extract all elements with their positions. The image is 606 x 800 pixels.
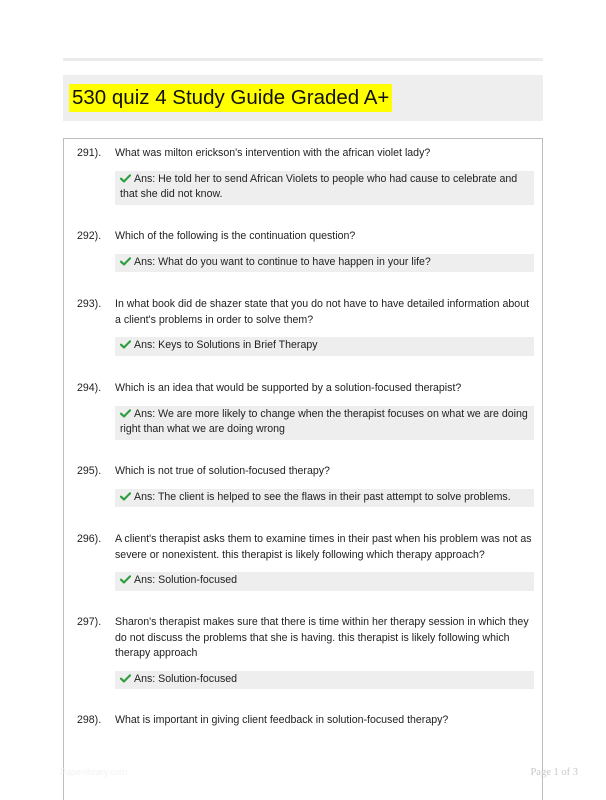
question-text: Sharon's therapist makes sure that there is time within her therapy session in which they do not discuss the problems that she is having. this therapist is likely following which therapy approach: [115, 616, 529, 659]
question-item: [64, 146, 543, 205]
check-icon: [120, 409, 131, 418]
answer-text: Ans: The client is helped to see the flaws in their past attempt to solve problems.: [134, 490, 511, 503]
page-indicator: Page 1 of 3: [530, 767, 578, 778]
question-item: [64, 464, 543, 507]
answer-box: [115, 337, 534, 356]
question-number: 297).: [77, 616, 102, 628]
page-title: 530 quiz 4 Study Guide Graded A+: [69, 84, 392, 112]
question-text: Which is an idea that would be supported by a solution-focused therapist?: [115, 382, 462, 394]
question-number: 294).: [77, 382, 102, 394]
question-item: [64, 229, 543, 272]
answer-text: Ans: Solution-focused: [134, 672, 238, 685]
check-icon: [120, 674, 131, 683]
answer-box: [115, 254, 534, 273]
question-number: 292).: [77, 230, 102, 242]
question-number: 295).: [77, 465, 102, 477]
question-number: 296).: [77, 533, 102, 545]
answer-text: Ans: Solution-focused: [134, 574, 238, 586]
question-text: In what book did de shazer state that you do not have to have detailed information about a client's problems in order to solve them?: [115, 298, 530, 326]
question-item: [64, 615, 543, 689]
question-item: [64, 713, 543, 729]
question-text: What is important in giving client feedback in solution-focused therapy?: [115, 714, 449, 726]
answer-box: [115, 406, 534, 440]
answer-text: Ans: Keys to Solutions in Brief Therapy: [134, 339, 318, 351]
answer-text: Ans: What do you want to continue to have happen in your life?: [134, 255, 431, 268]
question-text: What was milton erickson's intervention with the african violet lady?: [115, 147, 431, 159]
question-number: 293).: [77, 298, 102, 310]
answer-text: Ans: We are more likely to change when the therapist focuses on what we are doing right than what we are doing wrong: [120, 407, 528, 435]
check-icon: [120, 575, 131, 584]
question-item: [64, 381, 543, 440]
question-text: Which is not true of solution-focused therapy?: [115, 465, 330, 477]
check-icon: [120, 174, 131, 183]
answer-box: [115, 671, 534, 690]
question-number: 291).: [77, 147, 102, 159]
question-item: [64, 297, 543, 356]
question-item: [64, 532, 543, 591]
qa-list: [63, 138, 543, 800]
answer-box: [115, 572, 534, 591]
answer-box: [115, 171, 534, 205]
title-bar: [63, 75, 543, 121]
answer-box: [115, 489, 534, 508]
question-number: 298).: [77, 714, 102, 726]
check-icon: [120, 492, 131, 501]
question-text: A client's therapist asks them to examine times in their past when his problem was not as severe or nonexistent. this therapist is likely following which therapy approach?: [115, 533, 532, 561]
check-icon: [120, 340, 131, 349]
check-icon: [120, 257, 131, 266]
answer-text: Ans: He told her to send African Violets to people who had cause to celebrate and that she did not know.: [120, 172, 518, 200]
footer-watermark: Paperlibrary.com: [60, 767, 128, 777]
question-text: Which of the following is the continuation question?: [115, 230, 356, 242]
top-divider: [63, 58, 543, 61]
